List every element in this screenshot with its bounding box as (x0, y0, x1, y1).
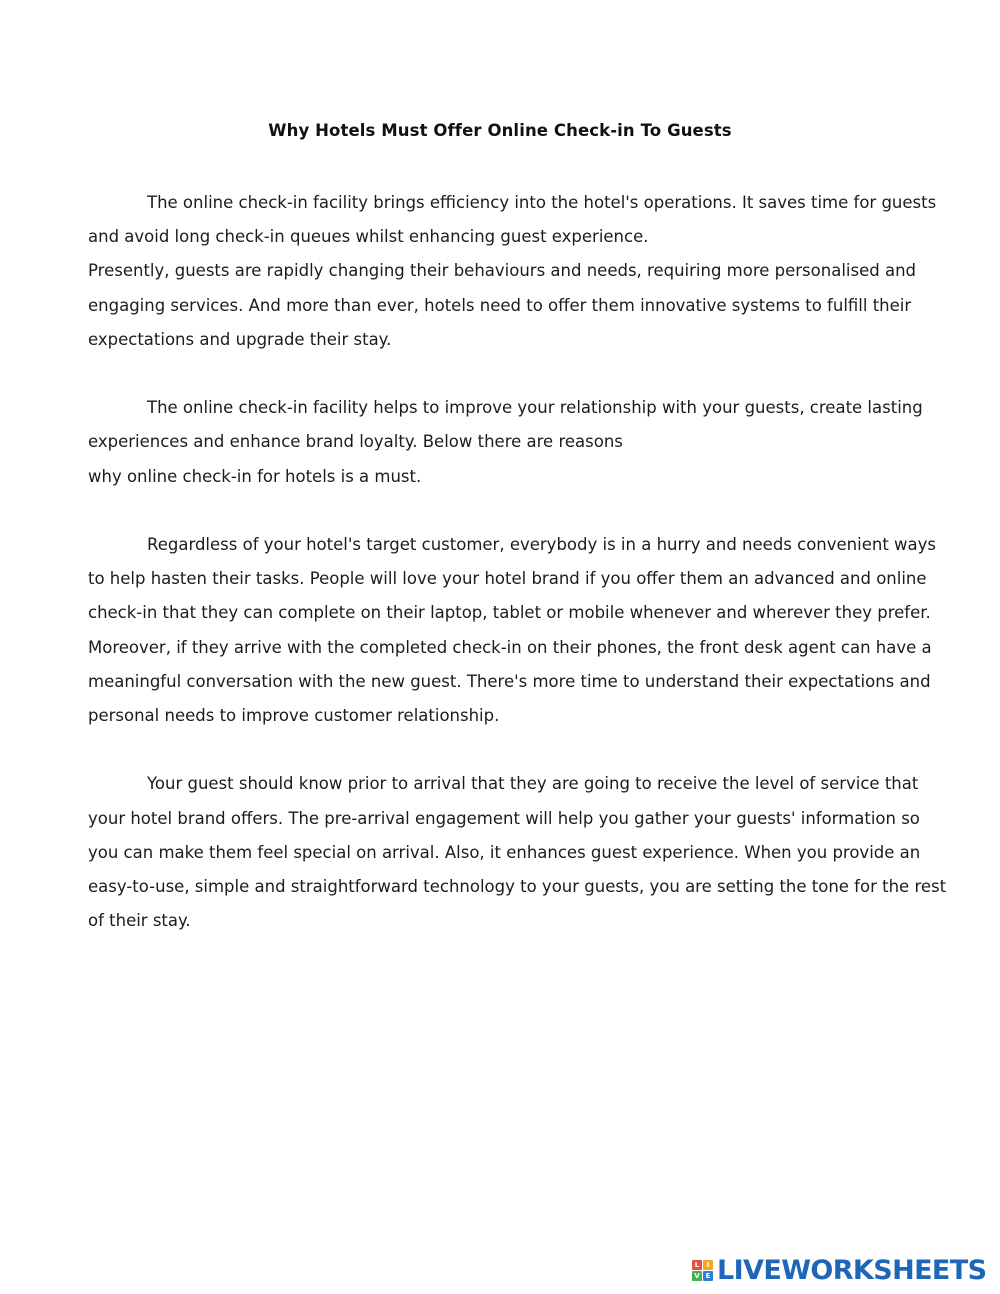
paragraph-1-line-3: Presently, guests are rapidly changing their behaviours and needs, requiring more personalised and (88, 261, 916, 281)
paragraph-4-line-2: your hotel brand offers. The pre-arrival engagement will help you gather your guests' information so (88, 808, 920, 828)
paragraph-4-line-1: Your guest should know prior to arrival that they are going to receive the level of service that (147, 774, 919, 794)
paragraph-3-line-3: check-in that they can complete on their laptop, tablet or mobile whenever and wherever they prefer. (88, 603, 931, 623)
paragraph-2-line-2: experiences and enhance brand loyalty. Below there are reasons (88, 432, 623, 452)
liveworksheets-logo-text: LIVEWORKSHEETS (717, 1254, 987, 1286)
paragraph-3-line-6: personal needs to improve customer relationship. (88, 706, 500, 726)
logo-mark-cell: V (692, 1271, 702, 1281)
logo-mark-cell: E (703, 1271, 713, 1281)
paragraph-1-line-2: and avoid long check-in queues whilst enhancing guest experience. (88, 227, 649, 247)
paragraph-spacer (88, 733, 918, 767)
paragraph-1-line-1: The online check-in facility brings efficiency into the hotel's operations. It saves time for guests (147, 193, 937, 212)
paragraph-2-line-1: The online check-in facility helps to improve your relationship with your guests, create lasting (147, 398, 923, 418)
liveworksheets-logo-icon (692, 1260, 713, 1281)
paragraph-3-line-2: to help hasten their tasks. People will love your hotel brand if you offer them an advanced and online (88, 569, 927, 589)
paragraph-1-line-5: expectations and upgrade their stay. (88, 329, 392, 349)
document-title: Why Hotels Must Offer Online Check-in To Guests (268, 121, 732, 140)
document-body (88, 186, 947, 938)
paragraph-4-line-5: of their stay. (88, 911, 191, 931)
logo-mark-cell: I (703, 1260, 713, 1270)
logo-mark-cell: L (692, 1260, 702, 1270)
paragraph-2-line-3: why online check-in for hotels is a must. (88, 466, 422, 486)
paragraph-1-line-4: engaging services. And more than ever, hotels need to offer them innovative systems to fulfill their (88, 295, 912, 315)
paragraph-3-line-1: Regardless of your hotel's target customer, everybody is in a hurry and needs convenient ways (147, 535, 937, 554)
paragraph-4-line-4: easy-to-use, simple and straightforward technology to your guests, you are setting the tone for the rest (88, 877, 947, 897)
paragraph-spacer (88, 494, 918, 528)
paragraph-3-line-5: meaningful conversation with the new guest. There's more time to understand their expectations and (88, 671, 931, 691)
paragraph-spacer (88, 357, 918, 391)
paragraph-4-line-3: you can make them feel special on arrival. Also, it enhances guest experience. When you provide an (88, 842, 921, 862)
paragraph-3-line-4: Moreover, if they arrive with the completed check-in on their phones, the front desk agent can have a (88, 637, 932, 657)
liveworksheets-logo (692, 1254, 986, 1286)
